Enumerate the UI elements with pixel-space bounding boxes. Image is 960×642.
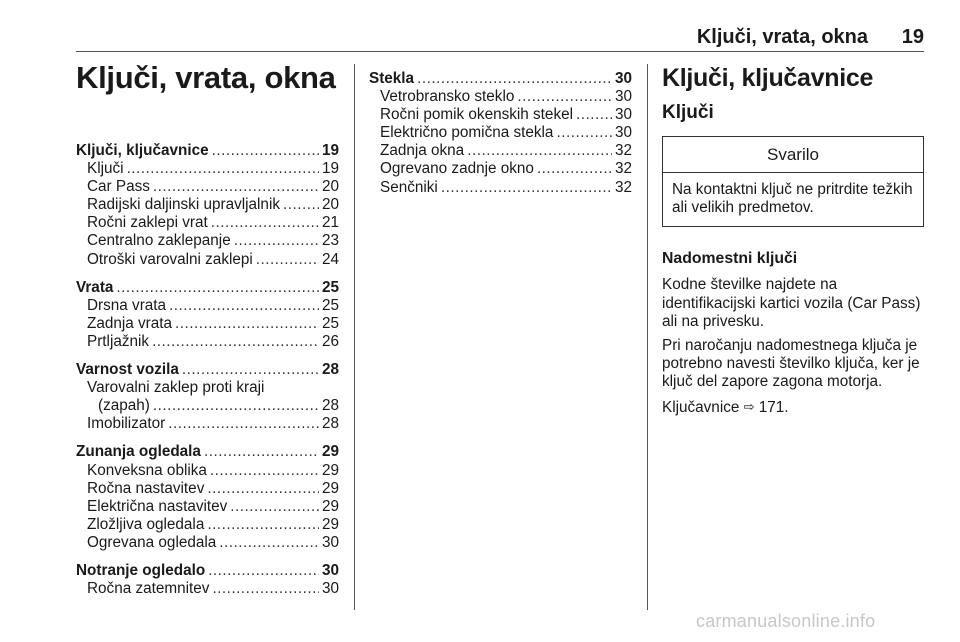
toc-dot-leader [467,142,612,160]
toc-entry-page: 29 [321,461,339,479]
reference-arrow-icon: ⇨ [743,398,755,414]
toc-entry-page: 19 [321,160,339,178]
replacement-keys-title: Nadomestni ključi [662,250,798,268]
toc-entry-page: 20 [321,196,339,214]
watermark: carmanualsonline.info [696,611,876,631]
toc-entry-label: Ogrevano zadnje okno [380,160,534,178]
toc-entry[interactable] [76,333,339,351]
toc-entry-page: 29 [321,443,339,461]
toc-chapter-entry[interactable] [76,361,339,379]
toc-entry[interactable] [76,214,339,232]
column-divider-right [647,64,648,610]
toc-dot-leader [168,415,319,433]
toc-entry-page: 20 [321,178,339,196]
toc-dot-leader [153,178,319,196]
toc-dot-leader [230,498,319,516]
toc-chapter-entry[interactable] [76,443,339,461]
cross-reference [662,398,924,417]
toc-chapter-entry[interactable] [369,70,632,88]
toc-dot-leader [283,196,319,214]
toc-dot-leader [517,88,612,106]
toc-dot-leader [182,361,319,379]
toc-entry[interactable] [76,480,339,498]
toc-entry-page: 32 [614,178,632,196]
toc-dot-leader [169,297,319,315]
toc-entry-label: Ključi, ključavnice [76,142,209,159]
toc-entry-label: Ogrevana ogledala [87,533,217,551]
toc-entry-label: Vetrobransko steklo [380,88,515,106]
toc-entry[interactable] [76,379,339,397]
toc-entry-label: Zložljiva ogledala [87,515,205,533]
toc-entry-label: Ročni zaklepi vrat [87,214,208,232]
toc-entry-page: 29 [321,497,339,515]
toc-dot-leader [556,124,612,142]
toc-entry-label: Zadnja vrata [87,314,173,332]
toc-entry-label: Otroški varovalni zaklepi [87,250,253,268]
toc-dot-leader [537,160,612,178]
column-divider-left [354,64,355,610]
toc-entry[interactable] [76,534,339,552]
toc-entry-page: 30 [614,124,632,142]
toc-entry-label: Imobilizator [87,415,166,433]
toc-entry[interactable] [76,251,339,269]
toc-dot-leader [207,516,319,534]
toc-entry[interactable] [76,160,339,178]
toc-dot-leader [207,480,319,498]
toc-entry-label: Stekla [369,70,415,87]
page-number: 19 [901,26,924,48]
toc-dot-leader [234,232,319,250]
toc-entry-label: Centralno zaklepanje [87,232,231,250]
toc-entry[interactable] [369,106,632,124]
toc-entry-label: Zadnja okna [380,142,465,160]
toc-dot-leader [116,279,319,297]
toc-entry-label: Radijski daljinski upravljalnik [87,196,280,214]
toc-column-1 [76,142,339,598]
toc-entry-page: 21 [321,214,339,232]
running-header-title: Ključi, vrata, okna [696,26,868,48]
toc-entry[interactable] [369,160,632,178]
toc-entry-label: Zunanja ogledala [76,443,201,461]
toc-entry-page: 24 [321,250,339,268]
toc-entry-page: 30 [614,88,632,106]
replacement-paragraph-2: Pri naročanju nadomestnega ključa je potrebno navesti številko ključa, ker je ključ del zapore zagona motorja. [662,337,920,391]
toc-entry-label: Prtljažnik [87,332,150,350]
toc-entry-label: Električno pomična stekla [380,124,554,142]
toc-dot-leader [219,534,319,552]
toc-entry-page: 28 [321,397,339,415]
toc-entry[interactable] [76,315,339,333]
toc-entry-label: Ročna zatemnitev [87,580,210,598]
toc-entry-page: 29 [321,479,339,497]
toc-entry-page: 30 [321,580,339,598]
toc-dot-leader [204,443,319,461]
toc-entry-page: 30 [614,70,632,87]
toc-entry[interactable] [76,462,339,480]
toc-entry-page: 25 [321,296,339,314]
toc-entry[interactable] [76,196,339,214]
toc-dot-leader [256,251,319,269]
toc-dot-leader [212,580,319,598]
toc-entry-label: Konveksna oblika [87,461,207,479]
toc-entry-label: (zapah) [98,397,150,415]
toc-dot-leader [210,462,319,480]
toc-entry-label: Ročna nastavitev [87,479,205,497]
toc-entry[interactable] [76,297,339,315]
toc-entry-page: 25 [321,278,339,296]
toc-dot-leader [212,142,319,160]
warning-box [662,136,924,227]
toc-chapter-entry[interactable] [76,562,339,580]
toc-entry[interactable] [369,124,632,142]
toc-entry[interactable] [76,516,339,534]
warning-text: Na kontaktni ključ ne pritrdite težkih ali velikih predmetov. [672,181,913,217]
cross-reference-label: Ključavnice [662,398,740,416]
toc-entry-page: 32 [614,142,632,160]
toc-entry-page: 23 [321,232,339,250]
warning-heading: Svarilo [663,137,923,173]
toc-chapter-entry[interactable] [76,279,339,297]
toc-entry-label: Varovalni zaklep proti kraji [87,379,265,397]
toc-entry[interactable] [76,580,339,598]
toc-entry-label: Ključi [87,160,124,178]
toc-entry-page: 28 [321,415,339,433]
toc-dot-leader [175,315,319,333]
toc-entry-label: Vrata [76,278,114,296]
toc-entry[interactable] [369,179,632,197]
toc-entry[interactable] [76,415,339,433]
toc-dot-leader [152,333,319,351]
cross-reference-page: 171. [758,398,789,416]
toc-dot-leader [441,179,612,197]
toc-entry-label: Notranje ogledalo [76,561,206,579]
toc-dot-leader [208,562,319,580]
replacement-paragraph-1: Kodne številke najdete na identifikacijski kartici vozila (Car Pass) ali na privesku. [662,276,921,330]
toc-entry-page: 25 [321,314,339,332]
header-rule [76,51,924,52]
toc-entry-label: Varnost vozila [76,361,179,379]
toc-entry-page: 28 [321,361,339,379]
toc-entry-page: 29 [321,515,339,533]
toc-entry[interactable] [76,232,339,250]
toc-entry[interactable] [369,88,632,106]
toc-dot-leader [153,397,319,415]
toc-entry-label: Drsna vrata [87,296,167,314]
toc-entry-page: 30 [321,533,339,551]
toc-dot-leader [576,106,612,124]
toc-entry[interactable] [369,142,632,160]
toc-entry-page: 26 [321,332,339,350]
toc-entry-label: Električna nastavitev [87,497,228,515]
section-title: Ključi, ključavnice [662,64,874,92]
toc-entry-page: 30 [321,561,339,579]
toc-dot-leader [211,214,319,232]
toc-column-2 [369,70,632,197]
section-column [662,60,924,417]
toc-entry-label: Senčniki [380,178,438,196]
toc-entry-label: Ročni pomik okenskih stekel [380,106,573,124]
toc-entry-label: Car Pass [87,178,150,196]
toc-entry-page: 30 [614,106,632,124]
toc-entry-page: 19 [321,142,339,159]
toc-dot-leader [127,160,319,178]
toc-entry[interactable] [76,397,339,415]
toc-entry[interactable] [76,498,339,516]
toc-chapter-entry[interactable] [76,142,339,160]
chapter-title: Ključi, vrata, okna [76,60,336,95]
section-subtitle: Ključi [662,102,714,123]
toc-dot-leader [417,70,612,88]
toc-entry-page: 32 [614,160,632,178]
toc-entry[interactable] [76,178,339,196]
